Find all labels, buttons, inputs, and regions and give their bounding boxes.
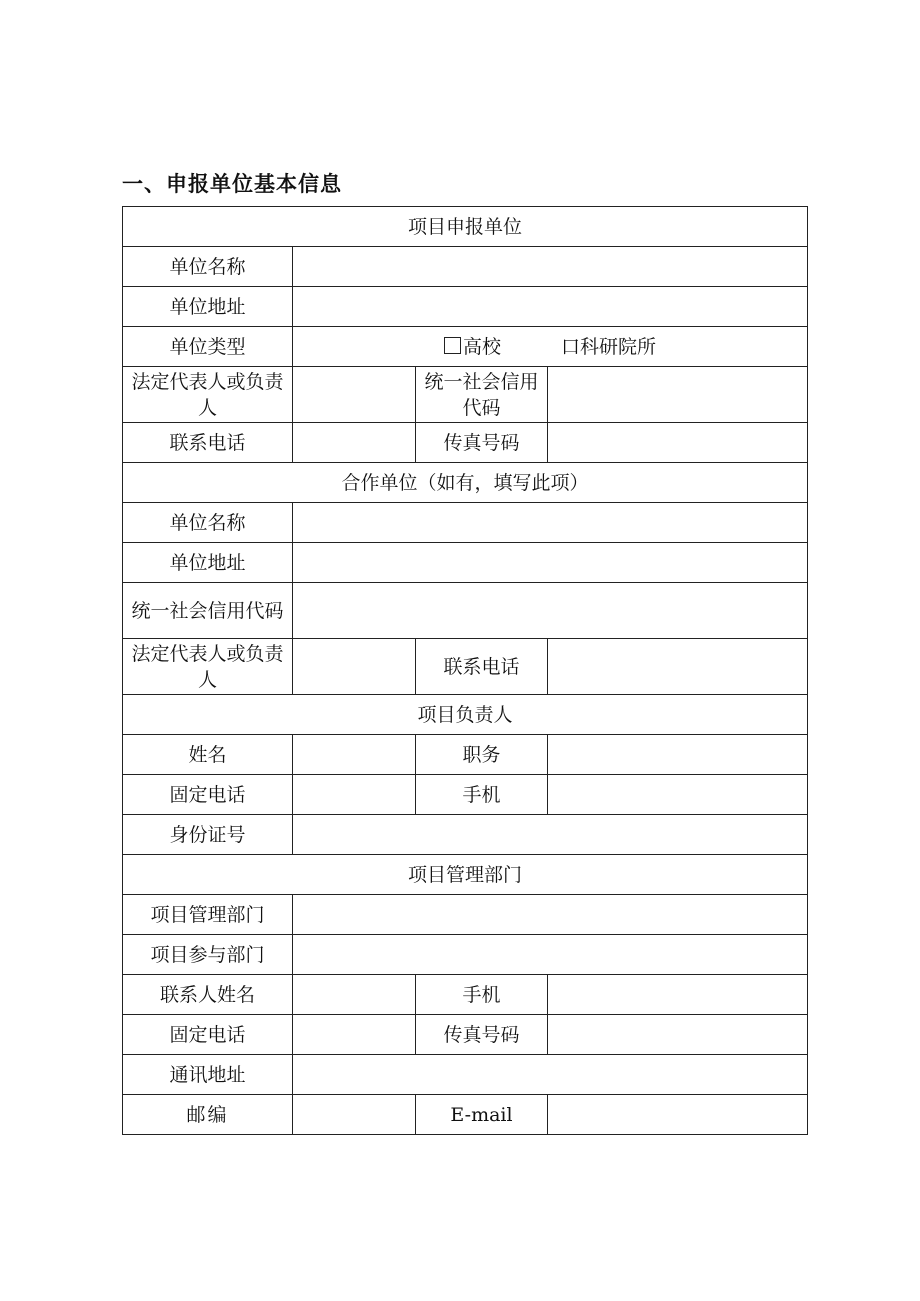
option-research-institute-label: 科研院所 xyxy=(580,335,657,358)
checkbox-university[interactable] xyxy=(444,337,461,354)
label-applicant-type: 单位类型 xyxy=(123,327,293,367)
input-dept-fax[interactable] xyxy=(548,1015,808,1055)
label-partner-phone: 联系电话 xyxy=(416,639,548,695)
label-dept-mobile: 手机 xyxy=(416,975,548,1015)
input-contact-name[interactable] xyxy=(293,975,416,1015)
input-applicant-address[interactable] xyxy=(293,287,808,327)
input-partner-name[interactable] xyxy=(293,503,808,543)
input-leader-landline[interactable] xyxy=(293,775,416,815)
input-dept-landline[interactable] xyxy=(293,1015,416,1055)
label-manage-dept: 项目管理部门 xyxy=(123,895,293,935)
input-applicant-phone[interactable] xyxy=(293,423,416,463)
applicant-type-options xyxy=(293,327,808,367)
input-leader-name[interactable] xyxy=(293,735,416,775)
input-dept-mobile[interactable] xyxy=(548,975,808,1015)
input-leader-position[interactable] xyxy=(548,735,808,775)
input-applicant-credit-code[interactable] xyxy=(548,367,808,423)
applicant-info-table xyxy=(122,206,808,1135)
label-applicant-address: 单位地址 xyxy=(123,287,293,327)
section-title-dept: 项目管理部门 xyxy=(123,855,808,895)
label-partner-legal-rep: 法定代表人或负责人 xyxy=(123,639,293,695)
input-partner-phone[interactable] xyxy=(548,639,808,695)
option-university[interactable] xyxy=(444,334,501,360)
input-postcode[interactable] xyxy=(293,1095,416,1135)
label-partner-credit-code: 统一社会信用代码 xyxy=(123,583,293,639)
input-applicant-name[interactable] xyxy=(293,247,808,287)
label-applicant-name: 单位名称 xyxy=(123,247,293,287)
section-title-leader: 项目负责人 xyxy=(123,695,808,735)
input-applicant-legal-rep[interactable] xyxy=(293,367,416,423)
label-email: E-mail xyxy=(416,1095,548,1135)
label-leader-mobile: 手机 xyxy=(416,775,548,815)
input-email[interactable] xyxy=(548,1095,808,1135)
label-applicant-credit-code: 统一社会信用代码 xyxy=(416,367,548,423)
label-postcode: 邮编 xyxy=(123,1095,293,1135)
label-leader-landline: 固定电话 xyxy=(123,775,293,815)
option-research-institute[interactable] xyxy=(561,334,656,360)
option-university-label: 高校 xyxy=(462,335,501,358)
label-partner-name: 单位名称 xyxy=(123,503,293,543)
label-applicant-legal-rep: 法定代表人或负责人 xyxy=(123,367,293,423)
input-manage-dept[interactable] xyxy=(293,895,808,935)
label-contact-name: 联系人姓名 xyxy=(123,975,293,1015)
input-leader-id-number[interactable] xyxy=(293,815,808,855)
label-leader-id-number: 身份证号 xyxy=(123,815,293,855)
label-leader-position: 职务 xyxy=(416,735,548,775)
input-participate-dept[interactable] xyxy=(293,935,808,975)
input-partner-legal-rep[interactable] xyxy=(293,639,416,695)
input-partner-address[interactable] xyxy=(293,543,808,583)
label-dept-fax: 传真号码 xyxy=(416,1015,548,1055)
label-leader-name: 姓名 xyxy=(123,735,293,775)
section-title-partner: 合作单位（如有，填写此项） xyxy=(123,463,808,503)
label-applicant-phone: 联系电话 xyxy=(123,423,293,463)
checkbox-research-institute[interactable]: 口 xyxy=(561,335,581,358)
label-applicant-fax: 传真号码 xyxy=(416,423,548,463)
input-applicant-fax[interactable] xyxy=(548,423,808,463)
label-dept-landline: 固定电话 xyxy=(123,1015,293,1055)
label-partner-address: 单位地址 xyxy=(123,543,293,583)
input-dept-address[interactable] xyxy=(293,1055,808,1095)
input-leader-mobile[interactable] xyxy=(548,775,808,815)
label-participate-dept: 项目参与部门 xyxy=(123,935,293,975)
input-partner-credit-code[interactable] xyxy=(293,583,808,639)
section-title-applicant: 项目申报单位 xyxy=(123,207,808,247)
section-heading: 一、申报单位基本信息 xyxy=(122,172,342,196)
label-dept-address: 通讯地址 xyxy=(123,1055,293,1095)
